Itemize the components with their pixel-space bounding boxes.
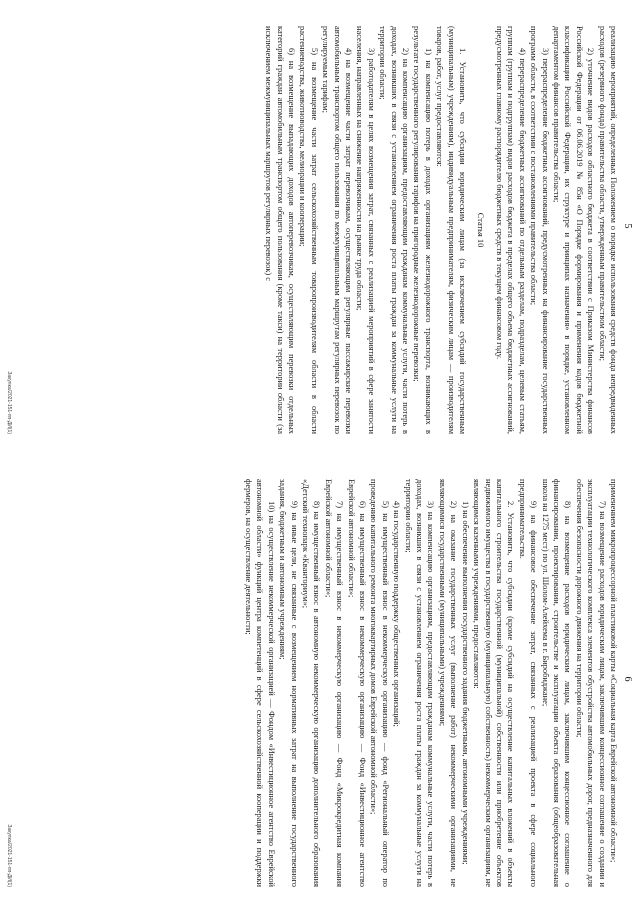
paragraph: применением микропроцессорной пластиковой карты «Социальная карта Еврейской автономной области»; bbox=[609, 479, 618, 863]
page-number: 5 bbox=[622, 223, 633, 229]
page-number: 6 bbox=[622, 676, 633, 682]
paragraph: 9) на финансовое обеспечение затрат, связанных с реализацией проекта в сфере социального предпринимательства. bbox=[517, 479, 539, 887]
page-footer: Закупка/2021-151-пп-ДИ(1) bbox=[6, 371, 12, 434]
paragraph: 7) на возмещение расходов юридическим лицам, заключившим концессионное соглашение о создании и эксплуатации технологического комплекса элементов обустройства автомобильных дорог, предназначенного для обеспечения безопасности дорожного движения на территории области; bbox=[574, 479, 607, 887]
paragraph: 4) на возмещение части затрат перевозчикам, осуществляющим регулярные пассажирские перевозки автомобильным транспортом общего пользования по межмуниципальным маршрутам регулярных перевозок по регулируемым тарифам; bbox=[321, 26, 354, 434]
page-left bbox=[0, 0, 639, 452]
paragraph: 5) на возмещение части затрат сельскохозяйственным товаропроизводителям области в области растениеводства, животноводства, мелиорации и кооперации; bbox=[298, 26, 319, 434]
paragraph: 2) на оказание государственных услуг (выполнение работ) некоммерческими организациями, не являющимися государственными (муниципальными) учреждениями; bbox=[437, 479, 459, 887]
paragraph: 2) уточнение видов расходов областного бюджета в соответствии с Приказом Министерства финансов Российской Федерации от 06.06.2019 № 85н «О Порядке формирования и применения кодов бюджетной классификации Российской Федерации, их структуре и принципах назначения» в порядке, установленном департаментом финансов правительства области; bbox=[551, 26, 596, 434]
paragraph: 10) на осуществление некоммерческой организацией — Фондом «Инвестиционное агентство Еврейской автономной области» функций центра компетенций в сфере сельскохозяйственной кооперации и поддержки фермеров, на осуществление деятельности; bbox=[244, 479, 276, 887]
paragraph: 4) на государственную поддержку общественных организаций; bbox=[392, 501, 402, 727]
paragraph: 1) на обеспечение выполнения государственного задания бюджетными, автономными учреждениями; bbox=[460, 501, 470, 865]
paragraph: 3) перераспределение бюджетных ассигнований, предусмотренных на финансирование государственных программ области, в соответствии с постановлениями правительства области; bbox=[529, 26, 550, 434]
page-body bbox=[243, 479, 619, 887]
paragraph: реализацию мероприятий, определенных Положением о порядке использования средств фонда непредвиденных расходов (резервного фонда) правительства области, утвержденным правительством области; bbox=[597, 26, 618, 434]
page-right bbox=[0, 453, 639, 905]
paragraph: 3) на компенсацию организациям, предоставляющим гражданам коммунальные услуги, части потерь в доходах, возникших в связи с установлением ограничения роста платы граждан за коммунальные услуги на территории области; bbox=[403, 479, 436, 887]
paragraph: 1. Установить, что субсидии юридическим лицам (за исключением субсидий государственным (муниципальным) учреждениям), индивидуальным предпринимателям, физическим лицам — производителям товаров, работ, услуг предоставляются: bbox=[435, 26, 468, 434]
paragraph: 6) на имущественный взнос в некоммерческую организацию — Фонд «Инвестиционное агентство Еврейской автономной области»; bbox=[346, 479, 368, 887]
paragraph: 2) на компенсацию организациям, предоставляющим гражданам коммунальные услуги, части потерь в доходах, возникших в связи с установлением ограничения роста платы граждан за коммунальные услуги на территории области; bbox=[378, 26, 411, 434]
paragraph: 4) перераспределение бюджетных ассигнований по отдельным разделам, подразделам, целевым статьям, группам (группам и подгруппам) видов расходов бюджета в пределах общего объема бюджетных ассигнований, предусмотренных главному распорядителю бюджетных средств в текущем финансовом году. bbox=[494, 26, 527, 434]
page-body bbox=[263, 26, 619, 434]
page-footer: Закупка/2021-151-пп-ДИ(1) bbox=[6, 824, 12, 887]
article-heading: Статья 10 bbox=[475, 212, 485, 248]
paragraph: 7) на имущественный взнос в некоммерческую организацию — Фонд «Микрокредитная компания Еврейской автономной области»; bbox=[323, 479, 345, 887]
paragraph: 8) на возмещение расходов юридическим лицам, заключившим концессионное соглашение о финансировании, проектировании, строительстве и эксплуатации объекта образования (общеобразовательная школа на 1275 мест) по ул. Шолом-Алейхема в г. Биробиджане; bbox=[540, 479, 573, 887]
paragraph: 2. Установить, что субсидии (кроме субсидий на осуществление капитальных вложений в объекты капитального строительства государственной (муниципальной) собственности или приобретение объектов недвижимого имущества в государственную (муниципальную) собственность) некоммерческим организациям, не являющимся казенными учреждениями, предоставляются: bbox=[472, 479, 516, 887]
paragraph: 3) работодателям в целях возмещения затрат, связанных с реализацией мероприятий в сфере занятости населения, направленных на снижение напряженности на рынке труда области; bbox=[355, 26, 376, 434]
paragraph: 6) на возмещение выпадающих доходов автоперевозчикам, осуществляющим перевозки отдельных категорий граждан автомобильным транспортом общего пользования (кроме такси) на территории области (за исключением межмуниципальных маршрутов регулярных перевозок) с bbox=[264, 26, 297, 434]
paragraph: 1) на компенсацию потерь в доходах организациям железнодорожного транспорта, возникающих в результате государственного регулирования тарифов на пригородные железнодорожные перевозки; bbox=[412, 26, 433, 434]
paragraph: 8) на имущественный взнос в автономную некоммерческую организацию дополнительного образования «Детский технопарк «Кванториум»; bbox=[301, 479, 322, 887]
paragraph: 5) на имущественный взнос в некоммерческую организацию — фонд «Региональный оператор по проведению капитального ремонта многоквартирных домов Еврейской автономной области»; bbox=[369, 479, 390, 887]
paragraph: 9) на иные цели, не связанные с возмещением нормативных затрат на выполнение государственного задания, бюджетным и автономным учреждениям; bbox=[278, 479, 299, 887]
